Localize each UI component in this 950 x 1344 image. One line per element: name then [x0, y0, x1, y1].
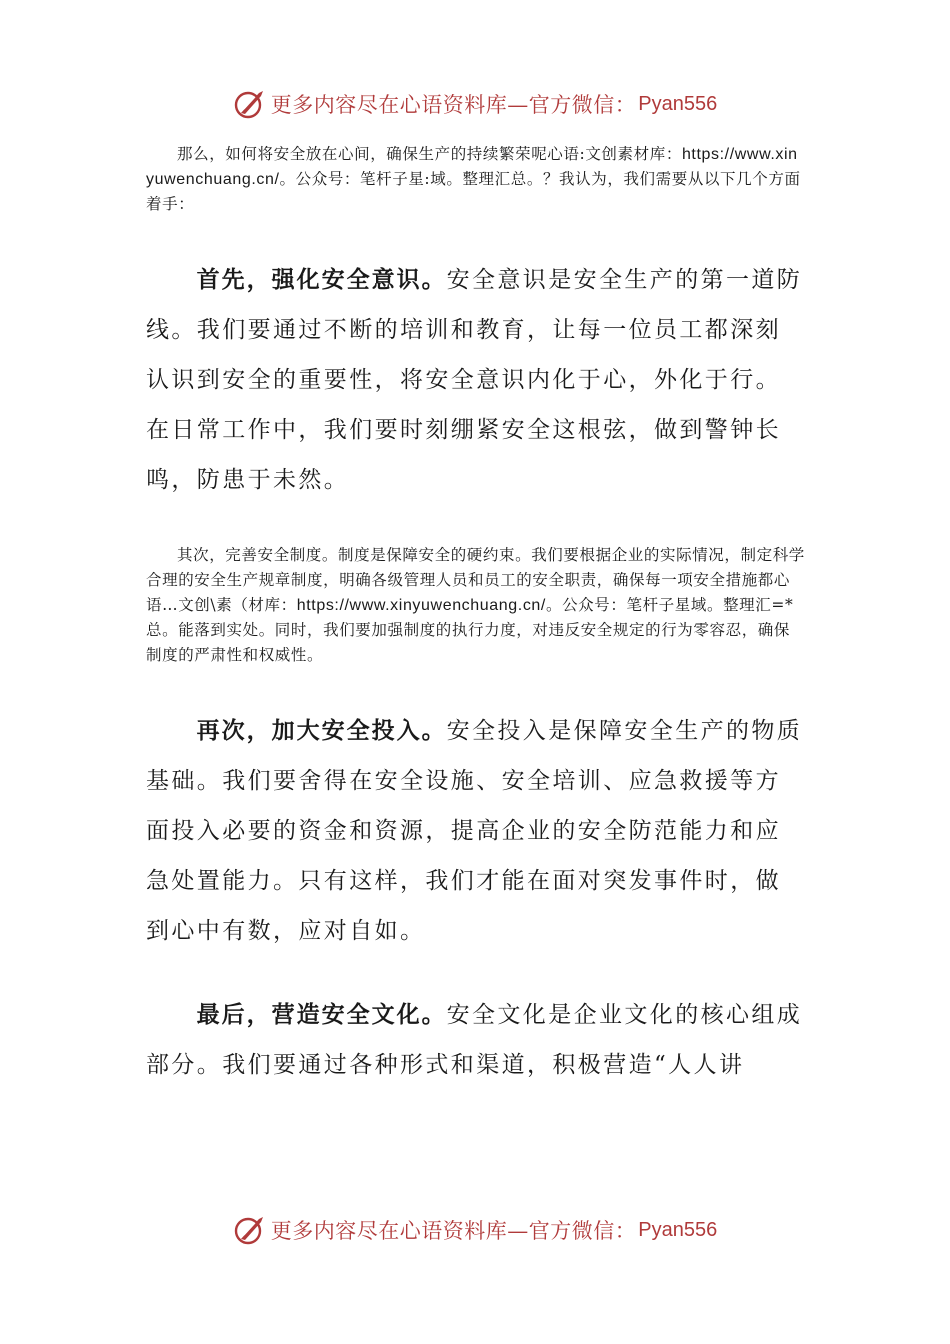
- paragraph-second: 其次，完善安全制度。制度是保障安全的硬约束。我们要根据企业的实际情况，制定科学合理的安全生产规章制度，明确各级管理人员和员工的安全职责，确保每一项安全措施都心语…文创\素（材库：https://www.xinyuwenchuang.cn/。公众号：笔杆子星域。整理汇=*总。能落到实处。同时，我们要加强制度的执行力度，对违反安全规定的行为零容忍，确保制度的严肃性和权威性。: [146, 546, 805, 664]
- paragraph-first: 首先，强化安全意识。安全意识是安全生产的第一道防线。我们要通过不断的培训和教育，让每一位员工都深刻认识到安全的重要性，将安全意识内化于心，外化于行。在日常工作中，我们要时刻绷紧安全这根弦，做到警钟长鸣，防患于未然。: [146, 266, 803, 493]
- paragraph-fourth: 最后，营造安全文化。安全文化是企业文化的核心组成部分。我们要通过各种形式和渠道，积极营造“人人讲: [146, 1001, 803, 1078]
- header-banner: [0, 84, 950, 124]
- paragraph-lead: 再次，加大安全投入。: [196, 717, 447, 744]
- banner-text: 更多内容尽在心语资料库—官方微信：: [270, 93, 637, 117]
- wechat-id: Pyan556: [638, 92, 718, 115]
- footer-banner: [0, 1210, 950, 1250]
- quill-logo-icon: [233, 87, 267, 121]
- wechat-id: Pyan556: [638, 1218, 718, 1241]
- paragraph-lead: 首先，强化安全意识。: [196, 266, 447, 293]
- source-url: https://www.xinyuwenchuang.cn/: [146, 146, 798, 188]
- paragraph-third: 再次，加大安全投入。安全投入是保障安全生产的物质基础。我们要舍得在安全设施、安全培训、应急救援等方面投入必要的资金和资源，提高企业的安全防范能力和应急处置能力。只有这样，我们才能在面对突发事件时，做到心中有数，应对自如。: [146, 717, 803, 944]
- paragraph-intro: 那么，如何将安全放在心间，确保生产的持续繁荣呢心语:文创素材库：https://www.xinyuwenchuang.cn/。公众号：笔杆子星:域。整理汇总。？我认为，我们需要从以下几个方面着手：: [146, 145, 801, 213]
- banner-text: 更多内容尽在心语资料库—官方微信：: [270, 1219, 637, 1243]
- paragraph-lead: 最后，营造安全文化。: [196, 1001, 447, 1028]
- document-body: [146, 142, 806, 1090]
- source-url: https://www.xinyuwenchuang.cn/: [296, 597, 546, 614]
- quill-logo-icon: [233, 1213, 267, 1247]
